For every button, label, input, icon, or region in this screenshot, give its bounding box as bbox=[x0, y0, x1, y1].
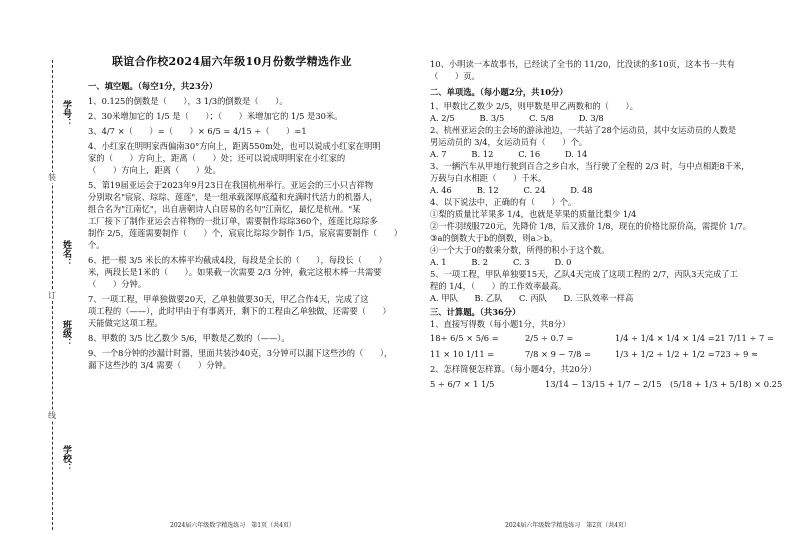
choice-line: 万载与白水相距（ ）千米。 bbox=[430, 173, 547, 184]
school-label: 学校： bbox=[61, 445, 71, 472]
question-line: 4、小红家在明明家西偏南30°方向上，距离550m处，也可以说成小红家在明明 bbox=[88, 141, 381, 152]
question-line: 1、0.125的倒数是（ ），3 1/3的倒数是（ ）。 bbox=[88, 96, 288, 107]
question-line: 6、把一根 3/5 米长的木棒平均截成4段，每段是全长的（ ），每段长（ ） bbox=[88, 255, 387, 266]
choice-options: A. 2/5 B. 3/5 C. 5/8 D. 3/8 bbox=[430, 113, 604, 124]
calc-item: 11 × 10 1/11 = bbox=[430, 349, 495, 360]
choice-options: A. 46 B. 12 C. 24 D. 48 bbox=[430, 185, 593, 196]
choice-options: A. 1 B. 2 C. 3 D. 0 bbox=[430, 257, 572, 268]
right-column bbox=[430, 58, 785, 390]
easy-calc-row bbox=[430, 378, 785, 390]
choice-options: A. 甲队 B. 乙队 C. 丙队 D. 三队效率一样高 bbox=[430, 293, 634, 304]
section-heading: 三、计算题。（共36分） bbox=[430, 307, 521, 318]
calc-item: 5 ÷ 6/7 × 1 1/5 bbox=[430, 379, 495, 390]
question-line: 家的（ ）方向上，距离（ ）处；还可以说成明明家在小红家的 bbox=[88, 153, 346, 164]
calc-item: 18÷ 6/5 × 5/6 = bbox=[430, 333, 499, 344]
question-line: 2、30米增加它的 1/5 是（ ）；（ ）米增加它的 1/5 是30米。 bbox=[88, 111, 343, 122]
section-heading: 二、单项选。（每小题2分，共10分） bbox=[430, 87, 568, 98]
calc-item: 723 ÷ 9 ≈ bbox=[715, 349, 758, 360]
question-line: （ ）分钟。 bbox=[88, 279, 147, 290]
class-label: 班级： bbox=[61, 320, 71, 347]
page-footer-left: 2024届六年级数学精选练习 第1页（共4页） bbox=[170, 522, 295, 529]
choice-line: 5、一项工程，甲队单独要15天，乙队4天完成了这项工程的 2/7，丙队3天完成了工 bbox=[430, 269, 738, 280]
question-line: 制作 2/5，莲莲需要制作（ ）个，宸宸比琮琮少制作 1/5，宸宸需要制作（ ） bbox=[88, 228, 403, 239]
question-line: （ ）页。 bbox=[430, 71, 480, 82]
student-no-label: 学号： bbox=[61, 100, 71, 127]
question-line: 8、甲数的 3/5 比乙数少 5/6，甲数是乙数的（——）。 bbox=[88, 333, 290, 344]
binding-mark: 线 bbox=[48, 411, 56, 420]
choice-line: 3、一辆汽车从甲地行驶到百合之乡白水，当行驶了全程的 2/3 时，与中点相距8千米， bbox=[430, 161, 750, 172]
question-line: （ ）方向上，距离（ ）处。 bbox=[88, 165, 221, 176]
page-title: 联谊合作校2024届六年级10月份数学精选作业 bbox=[112, 55, 352, 68]
question-line: 个。 bbox=[88, 240, 105, 251]
choice-line: ②一件羽绒服720元，先降价 1/8，后又涨价 1/8，现在的价格比原价高，需提价 1/7。 bbox=[430, 221, 752, 232]
calc-item: 7/8 × 9 − 7/8 = bbox=[525, 349, 592, 360]
choice-options: A. 7 B. 12 C. 16 D. 14 bbox=[430, 149, 588, 160]
left-column bbox=[88, 80, 418, 371]
calc-item: 1/3 + 1/2 ÷ 1/2 + 1/2 = bbox=[615, 349, 715, 360]
calc-item: 1/4 ÷ 1/4 × 1/4 × 1/4 = bbox=[615, 333, 715, 344]
question-line: 米，两段长是1米的（ ）。如果截一次需要 2/3 分钟，截完这根木棒一共需要 bbox=[88, 267, 382, 278]
direct-calc-row bbox=[430, 332, 785, 344]
binding-mark: 装 bbox=[48, 173, 56, 182]
choice-line: ③a的倒数大于b的倒数，则a＞b。 bbox=[430, 233, 558, 244]
question-line: 工厂接下了制作亚运会吉祥物的一批订单，需要制作琮琮360个，莲莲比琮琮多 bbox=[88, 216, 378, 227]
calc-item: 13/14 − 13/15 + 1/7 − 2/15 bbox=[545, 379, 662, 390]
section-heading: 一、填空题。（每空1分，共23分） bbox=[88, 81, 218, 91]
sub-heading: 1、直接写得数（每小题1分，共8分） bbox=[430, 319, 571, 330]
question-line: 天能做完这项工程。 bbox=[88, 318, 163, 329]
binding-mark: 订 bbox=[48, 291, 56, 300]
question-line: 分别取名"宸宸、琮琮、莲莲"，是一组承载深厚底蕴和充满时代活力的机器人， bbox=[88, 192, 378, 203]
question-line: 10、小明读一本故事书，已经读了全书的 11/20，比没读的多10页，这本书一共有 bbox=[430, 59, 735, 69]
choice-line: 1、甲数比乙数少 2/5，则甲数是甲乙两数和的（ ）。 bbox=[430, 101, 638, 112]
question-line: 7、一项工程，甲单独做要20天，乙单独做要30天，甲乙合作4天，完成了这 bbox=[88, 294, 369, 305]
name-label: 姓名： bbox=[61, 240, 71, 267]
choice-line: 程的 1/4，（ ）的工作效率最高。 bbox=[430, 281, 567, 292]
question-line: 9、一个8分钟的沙漏计时器，里面共装沙40克，3分钟可以漏下这些沙的（ ）， bbox=[88, 348, 393, 359]
question-line: 漏下这些沙的 3/4 需要（ ）分钟。 bbox=[88, 360, 232, 371]
calc-item: 2/5 ÷ 0.7 = bbox=[525, 333, 574, 344]
choice-line: 2、杭州亚运会的主会场的游泳池边，一共站了28个运动员，其中女运动员的人数是 bbox=[430, 125, 737, 136]
choice-line: 4、以下说法中，正确的有（ ）个。 bbox=[430, 197, 577, 208]
question-line: 组合名为"江南忆"，出自唐朝诗人白居易的名句"江南忆，最忆是杭州。"某 bbox=[88, 204, 361, 215]
question-line: 5、第19届亚运会于2023年9月23日在我国杭州举行。亚运会的三小只吉祥物 bbox=[88, 180, 374, 191]
question-line: 3、4/7 ×（ ）=（ ）× 6/5 = 4/15 ÷（ ）=1 bbox=[88, 126, 307, 137]
choice-line: ①梨的质量比苹果多 1/4，也就是苹果的质量比梨少 1/4 bbox=[430, 209, 637, 220]
page-footer-right: 2024届六年级数学精选练习 第2页（共4页） bbox=[505, 522, 630, 529]
calc-item: 21 7/11 ÷ 7 = bbox=[715, 333, 774, 344]
calc-item: (5/18 + 1/3 + 5/18) × 0.25 bbox=[670, 379, 783, 390]
sub-heading: 2、怎样简便怎样算。（每小题4分，共20分） bbox=[430, 364, 597, 375]
question-line: 项工程的（——），此时甲由于有事离开，剩下的工程由乙单独做，还需要（ ） bbox=[88, 306, 391, 317]
choice-line: ④一个大于0的数乘分数，所得的积小于这个数。 bbox=[430, 245, 610, 256]
direct-calc-row bbox=[430, 348, 785, 360]
choice-line: 男运动员的 3/4，女运动员有（ ）个。 bbox=[430, 137, 588, 148]
